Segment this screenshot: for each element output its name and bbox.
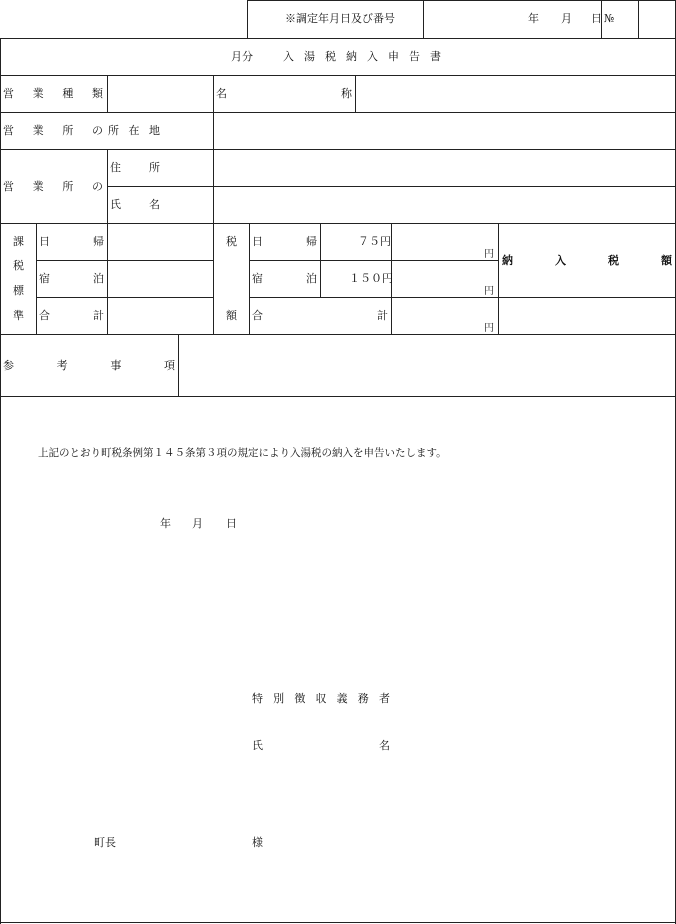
operator-label: 営 業 所 の — [3, 180, 103, 193]
location-label-a: 営 業 所 の — [3, 124, 103, 137]
tax-amount-label-1: 税 — [226, 235, 237, 248]
tax-amount-stay-yen: 円 — [484, 286, 494, 297]
tax-base-label-3: 標 — [13, 284, 24, 297]
tax-amount-label-2: 額 — [226, 309, 237, 322]
operator-name-field[interactable] — [214, 187, 674, 222]
tax-base-label-4: 準 — [13, 309, 24, 322]
number-label: № — [604, 12, 615, 25]
tax-base-day-label: 日 帰 — [39, 235, 104, 248]
operator-name-label: 氏 名 — [110, 198, 160, 211]
signer-name-label: 氏 名 — [252, 739, 390, 752]
tax-base-total-field[interactable] — [108, 298, 212, 333]
tax-amount-day-field[interactable] — [392, 224, 497, 259]
remarks-label: 参 考 事 項 — [3, 359, 175, 372]
body-year-label: 年 — [160, 517, 171, 530]
tax-amount-stay-label: 宿 泊 — [252, 272, 317, 285]
tax-amount-stay-field[interactable] — [392, 261, 497, 296]
tax-base-stay-field[interactable] — [108, 261, 212, 296]
body-month-label: 月 — [192, 517, 203, 530]
header-month-label: 月 — [561, 12, 572, 25]
business-type-label: 営 業 種 類 — [3, 87, 103, 100]
tax-amount-day-yen: 円 — [484, 249, 494, 260]
remarks-field[interactable] — [179, 335, 674, 395]
tax-base-day-field[interactable] — [108, 224, 212, 259]
payment-amount-field[interactable] — [499, 298, 674, 333]
title-month-prefix: 月分 — [231, 50, 253, 63]
tax-amount-day-label: 日 帰 — [252, 235, 317, 248]
tax-rate-day: ７５円 — [358, 235, 391, 248]
tax-base-total-label: 合 計 — [39, 309, 104, 322]
header-day-label: 日 — [591, 12, 602, 25]
tax-amount-total-label: 合 計 — [252, 309, 388, 322]
business-type-field[interactable] — [108, 76, 212, 111]
honorific-label: 様 — [252, 836, 263, 849]
operator-address-field[interactable] — [214, 150, 674, 185]
location-field[interactable] — [214, 113, 674, 148]
tax-base-label-2: 税 — [13, 259, 24, 272]
tax-amount-total-field[interactable] — [392, 298, 497, 333]
survey-label: ※調定年月日及び番号 — [285, 12, 395, 25]
mayor-label: 町長 — [94, 836, 116, 849]
obligor-label: 特 別 徴 収 義 務 者 — [252, 692, 390, 705]
business-name-field[interactable] — [356, 76, 674, 111]
header-year-label: 年 — [528, 12, 539, 25]
tax-rate-stay: １５０円 — [349, 272, 393, 285]
body-day-label: 日 — [226, 517, 237, 530]
business-name-label: 名 称 — [216, 87, 352, 100]
payment-label: 納 入 税 額 — [502, 254, 672, 267]
tax-base-stay-label: 宿 泊 — [39, 272, 104, 285]
tax-amount-total-yen: 円 — [484, 323, 494, 334]
location-label-b: 所 在 地 — [108, 124, 160, 137]
form-title: 入 湯 税 納 入 申 告 書 — [283, 50, 441, 63]
operator-address-label: 住 所 — [110, 161, 160, 174]
declaration-text: 上記のとおり町税条例第１４５条第３項の規定により入湯税の納入を申告いたします。 — [38, 447, 447, 459]
tax-base-label-1: 課 — [13, 235, 24, 248]
